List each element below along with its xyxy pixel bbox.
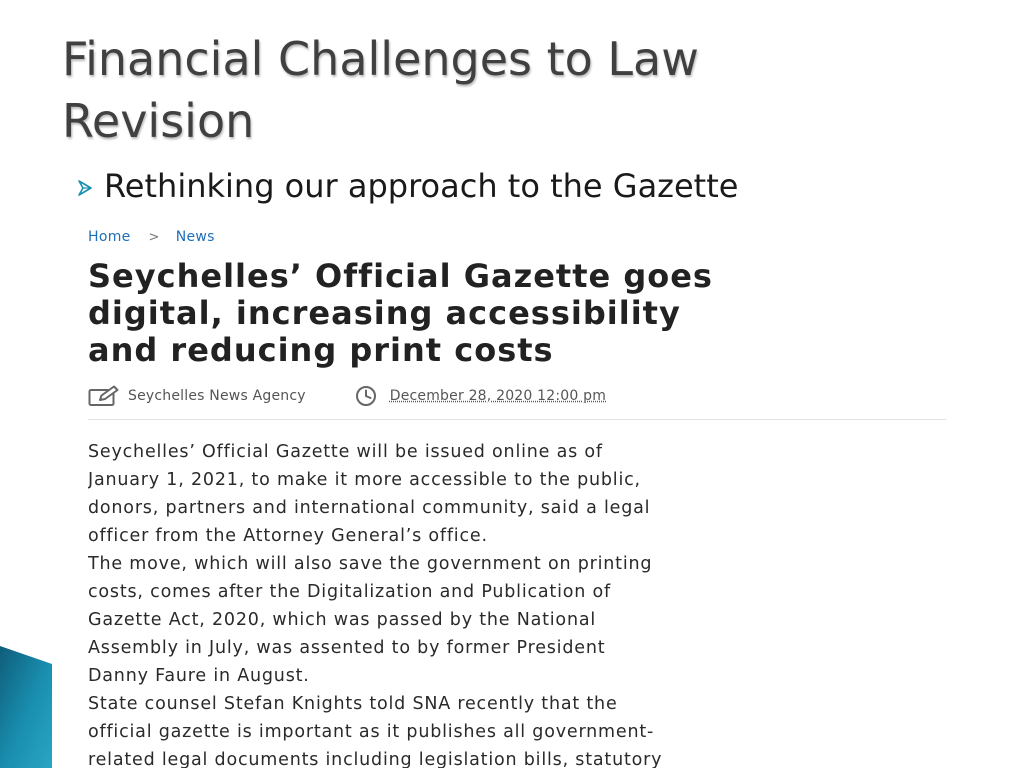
bullet-text: Rethinking our approach to the Gazette [104, 167, 739, 205]
article-paragraph: Seychelles’ Official Gazette will be issued online as of January 1, 2021, to make it more accessible to the public, donors, partners and international community, said a legal officer from the Attorney General’s office. [88, 442, 651, 546]
article-body [88, 438, 950, 768]
meta-divider [88, 419, 946, 420]
breadcrumb [88, 226, 950, 248]
article-author[interactable]: Seychelles News Agency [128, 388, 306, 404]
article-paragraph: State counsel Stefan Knights told SNA recently that the official gazette is important as it publishes all government- related legal documents including legislation bills, statutory [88, 694, 663, 768]
breadcrumb-separator: > [148, 229, 160, 245]
article-meta [88, 383, 950, 409]
corner-accent-shape [0, 646, 52, 768]
edit-pencil-icon [88, 385, 120, 407]
breadcrumb-news[interactable]: News [175, 229, 215, 245]
article-headline: Seychelles’ Official Gazette goes digital, increasing accessibility and reducing print costs [88, 257, 713, 369]
bullet-item [76, 166, 738, 206]
news-article-screenshot [88, 226, 950, 768]
arrowhead-bullet-icon [76, 179, 94, 197]
article-date: December 28, 2020 12:00 pm [389, 388, 607, 404]
clock-icon [350, 385, 382, 407]
article-paragraph: The move, which will also save the government on printing costs, comes after the Digitalization and Publication of Gazette Act, 2020, which was passed by the National Assembly in July, was assented to by former President Danny Faure in August. [88, 554, 653, 686]
breadcrumb-home[interactable]: Home [88, 229, 131, 245]
slide-title: Financial Challenges to Law Revision [62, 32, 699, 148]
